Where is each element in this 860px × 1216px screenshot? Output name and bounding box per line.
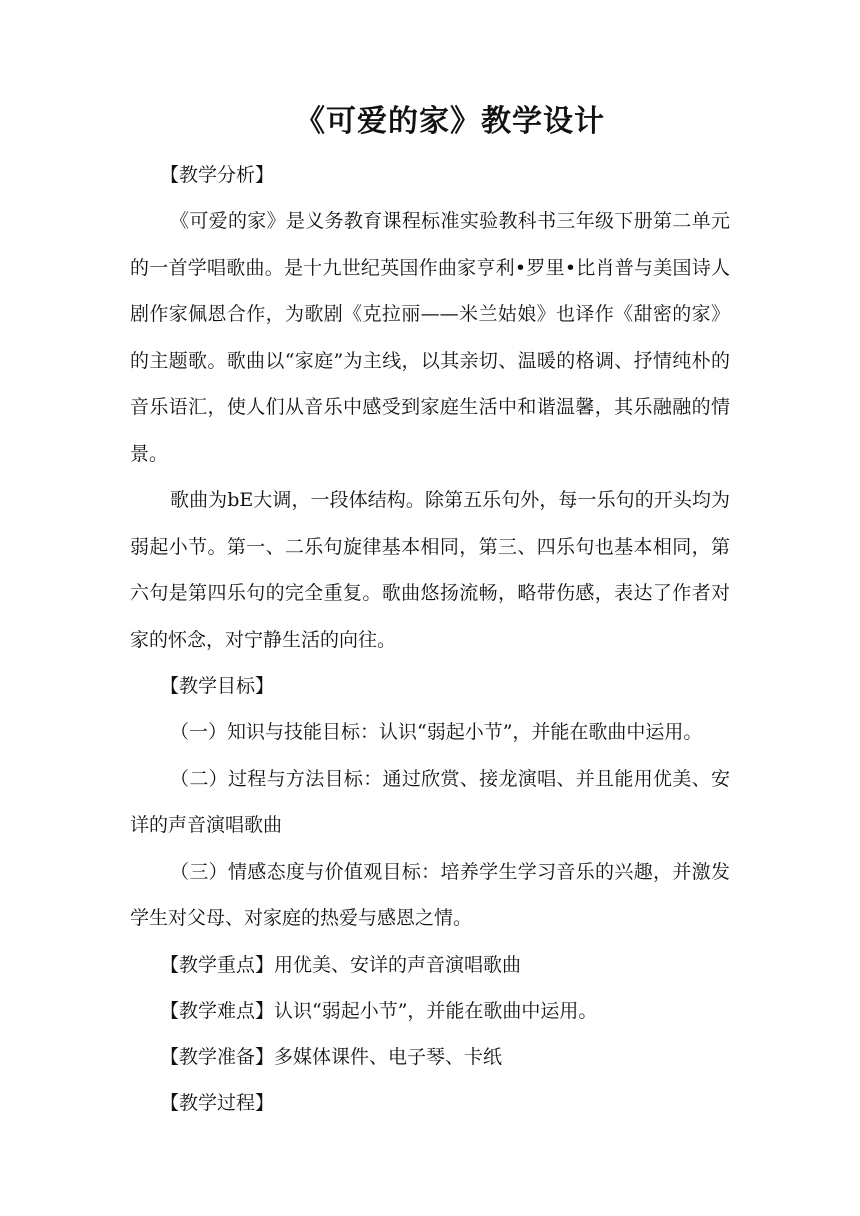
goal-item-2: （二）过程与方法目标：通过欣赏、接龙演唱、并且能用优美、安详的声音演唱歌曲 bbox=[130, 767, 730, 836]
document-page bbox=[130, 96, 730, 1126]
document-title: 《可爱的家》教学设计 bbox=[295, 104, 605, 139]
analysis-paragraph-2: 歌曲为bE大调，一段体结构。除第五乐句外，每一乐句的开头均为弱起小节。第一、二乐句旋律基本相同，第三、四乐句也基本相同，第六句是第四乐句的完全重复。歌曲悠扬流畅，略带伤感，表达了作者对家的怀念，对宁静生活的向往。 bbox=[130, 489, 730, 651]
analysis-paragraph-1: 《可爱的家》是义务教育课程标准实验教科书三年级下册第二单元的一首学唱歌曲。是十九世纪英国作曲家亨利•罗里•比肖普与美国诗人剧作家佩恩合作，为歌剧《克拉丽——米兰姑娘》也译作《甜密的家》的主题歌。歌曲以“家庭”为主线，以其亲切、温暖的格调、抒情纯朴的音乐语汇，使人们从音乐中感受到家庭生活中和谐温馨，其乐融融的情景。 bbox=[130, 210, 730, 465]
section-heading-goals: 【教学目标】 bbox=[160, 675, 275, 697]
section-heading-process: 【教学过程】 bbox=[160, 1091, 275, 1114]
goal-item-3: （三）情感态度与价值观目标：培养学生学习音乐的兴趣，并激发学生对父母、对家庭的热爱与感恩之情。 bbox=[130, 860, 730, 929]
section-heading-analysis: 【教学分析】 bbox=[160, 164, 275, 186]
teaching-focus: 【教学重点】用优美、安详的声音演唱歌曲 bbox=[160, 953, 522, 976]
goal-item-1: （一）知识与技能目标：认识“弱起小节”，并能在歌曲中运用。 bbox=[170, 721, 703, 743]
teaching-preparation: 【教学准备】多媒体课件、电子琴、卡纸 bbox=[160, 1045, 503, 1068]
teaching-difficulty: 【教学难点】认识“弱起小节”，并能在歌曲中运用。 bbox=[160, 999, 598, 1022]
